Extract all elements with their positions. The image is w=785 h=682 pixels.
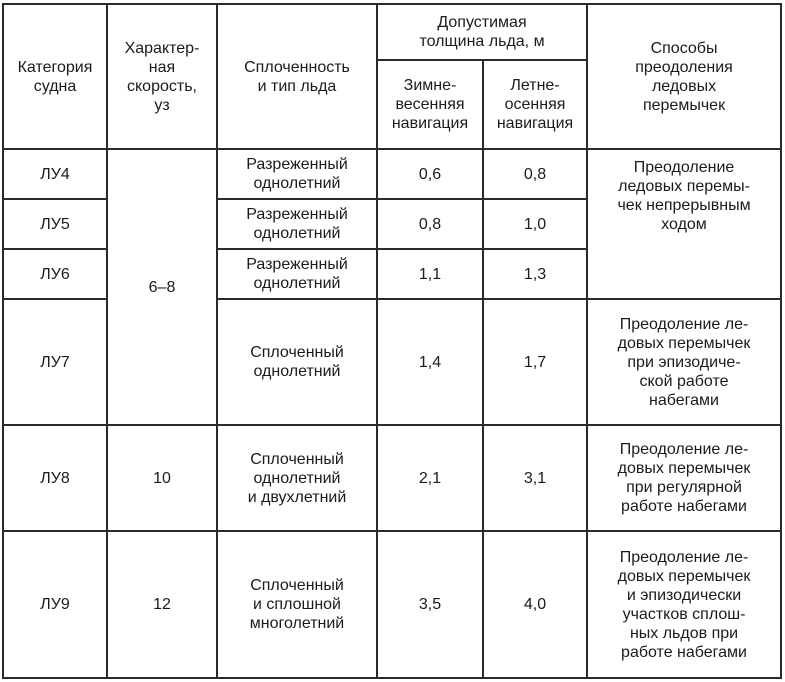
category-cell: ЛУ9	[3, 531, 107, 678]
header-winter: Зимне- весенняя навигация	[377, 60, 483, 149]
speed-cell: 10	[107, 425, 217, 531]
winter-thickness-cell: 0,8	[377, 199, 483, 249]
ice-type-cell: Сплоченный однолетний и двухлетний	[217, 425, 377, 531]
header-summer: Летне- осенняя навигация	[483, 60, 587, 149]
method-cell: Преодоление ле- довых перемычек и эпизодически участков сплош- ных льдов при работе набегами	[587, 531, 781, 678]
category-cell: ЛУ7	[3, 299, 107, 425]
winter-thickness-cell: 1,4	[377, 299, 483, 425]
header-methods: Способы преодоления ледовых перемычек	[587, 4, 781, 149]
table-row	[3, 425, 781, 531]
table-row	[3, 149, 781, 199]
summer-thickness-cell: 1,7	[483, 299, 587, 425]
category-cell: ЛУ4	[3, 149, 107, 199]
speed-cell: 6–8	[107, 149, 217, 425]
method-cell: Преодоление ле- довых перемычек при регулярной работе набегами	[587, 425, 781, 531]
header-category: Категория судна	[3, 4, 107, 149]
winter-thickness-cell: 2,1	[377, 425, 483, 531]
category-cell: ЛУ8	[3, 425, 107, 531]
ice-type-cell: Сплоченный однолетний	[217, 299, 377, 425]
summer-thickness-cell: 1,3	[483, 249, 587, 299]
ice-type-cell: Разреженный однолетний	[217, 149, 377, 199]
header-row-top	[3, 4, 781, 60]
summer-thickness-cell: 3,1	[483, 425, 587, 531]
winter-thickness-cell: 1,1	[377, 249, 483, 299]
method-cell: Преодоление ледовых перемы- чек непрерывным ходом	[587, 149, 781, 299]
ice-type-cell: Сплоченный и сплошной многолетний	[217, 531, 377, 678]
summer-thickness-cell: 1,0	[483, 199, 587, 249]
category-cell: ЛУ5	[3, 199, 107, 249]
table-row	[3, 531, 781, 678]
speed-cell: 12	[107, 531, 217, 678]
summer-thickness-cell: 4,0	[483, 531, 587, 678]
ice-type-cell: Разреженный однолетний	[217, 199, 377, 249]
winter-thickness-cell: 0,6	[377, 149, 483, 199]
ice-class-table	[2, 3, 782, 679]
method-cell: Преодоление ле- довых перемычек при эпизодиче- ской работе набегами	[587, 299, 781, 425]
category-cell: ЛУ6	[3, 249, 107, 299]
header-speed: Характер- ная скорость, уз	[107, 4, 217, 149]
ice-type-cell: Разреженный однолетний	[217, 249, 377, 299]
winter-thickness-cell: 3,5	[377, 531, 483, 678]
header-thickness: Допустимая толщина льда, м	[377, 4, 587, 60]
header-ice-type: Сплоченность и тип льда	[217, 4, 377, 149]
summer-thickness-cell: 0,8	[483, 149, 587, 199]
